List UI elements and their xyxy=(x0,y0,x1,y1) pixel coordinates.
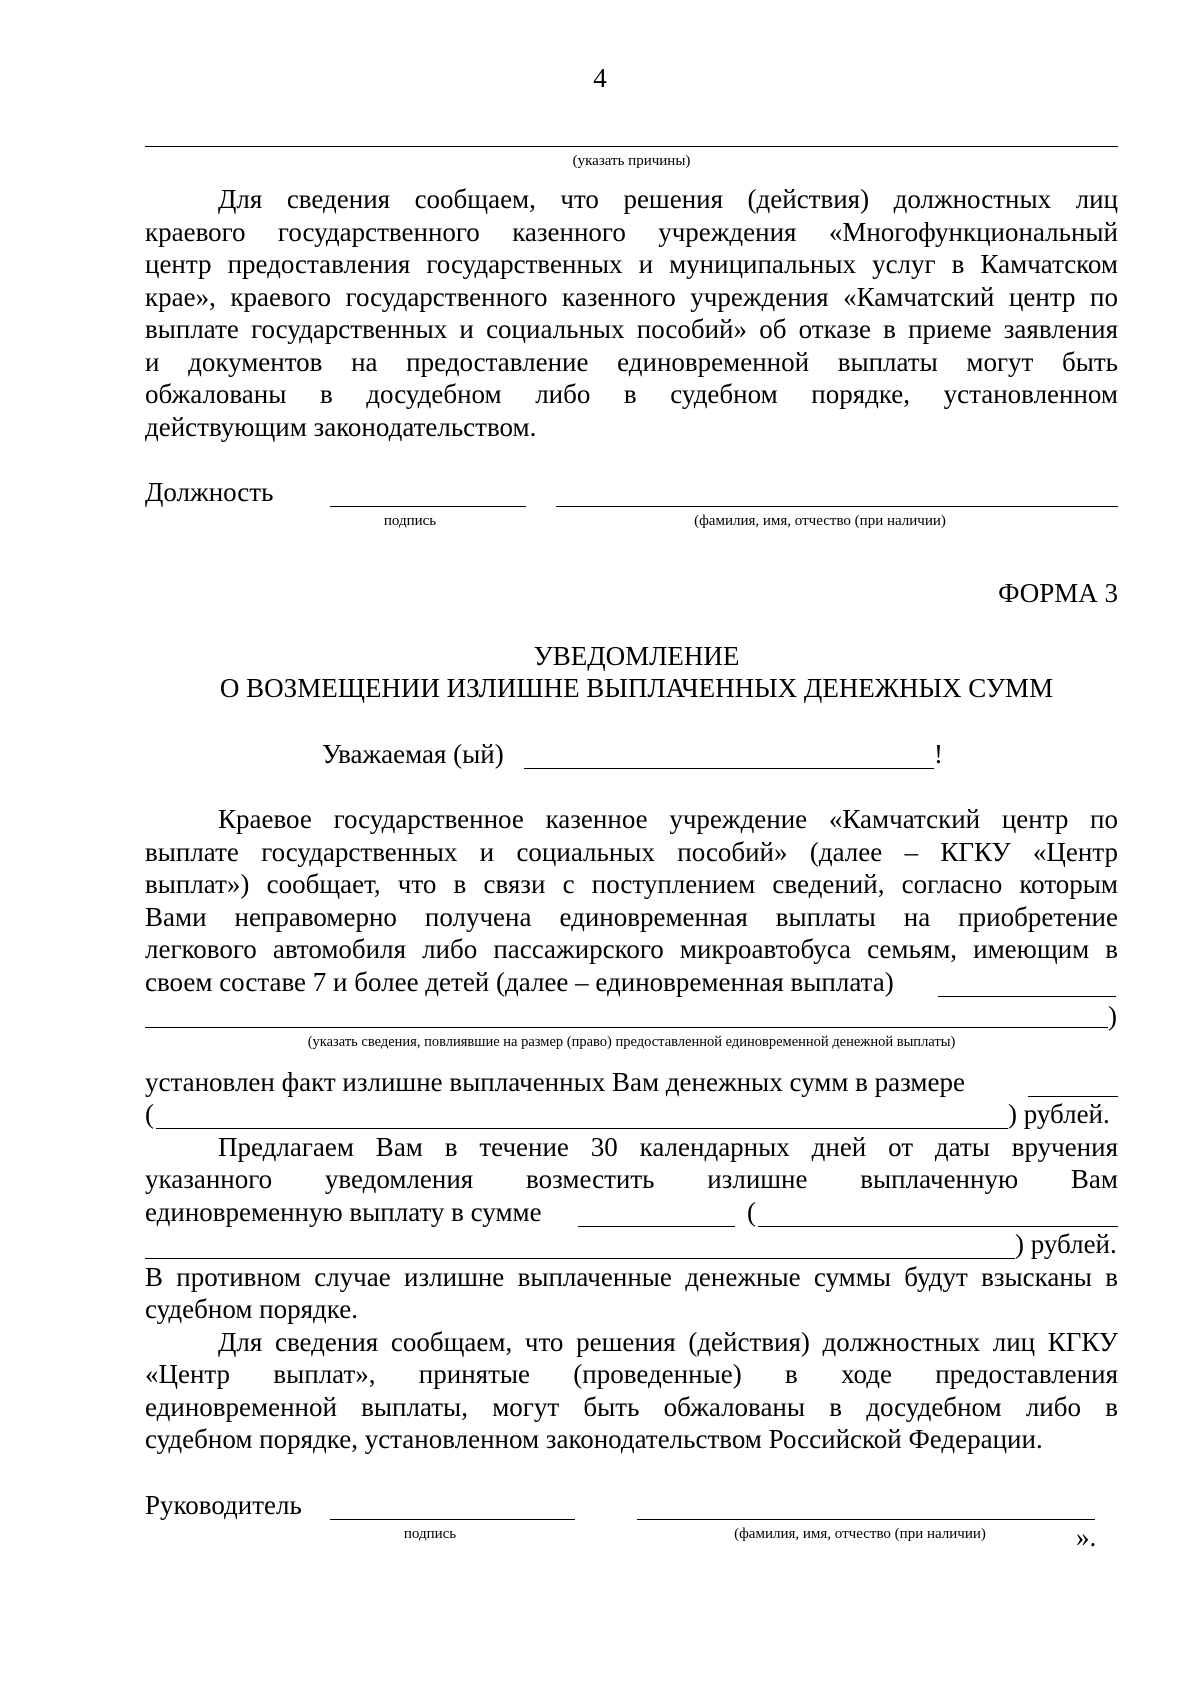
position-fio-line[interactable] xyxy=(556,506,1118,507)
offer-open-paren: ( xyxy=(747,1197,756,1227)
notice-line-5: выплате государственных и социальных пособий» об отказе в приеме заявления xyxy=(145,314,1118,344)
head-label: Руководитель xyxy=(145,1490,302,1520)
para1-blank-line[interactable] xyxy=(938,996,1116,997)
notice-line-4: крае», краевого государственного казенного учреждения «Камчатский центр по xyxy=(145,282,1118,312)
para1-line-6: своем составе 7 и более детей (далее – единовременная выплата) xyxy=(145,967,894,997)
info-caption: (указать сведения, повлиявшие на размер (право) предоставленной единовременной денежной выплаты) xyxy=(307,1034,956,1050)
fact-line: установлен факт излишне выплаченных Вам денежных сумм в размере xyxy=(145,1067,965,1097)
reasons-line xyxy=(145,146,1118,147)
offer-line-2: указанного уведомления возместить излишне выплаченную Вам xyxy=(145,1164,1118,1194)
offer-sum-label: единовременную выплату в сумме xyxy=(145,1197,542,1227)
form-title-line-1: УВЕДОМЛЕНИЕ xyxy=(533,641,740,671)
appeal-line-3: единовременной выплаты, могут быть обжалованы в досудебном либо в xyxy=(145,1392,1118,1422)
warning-line-1: В противном случае излишне выплаченные денежные суммы будут взысканы в xyxy=(145,1262,1118,1292)
closing-quote: ». xyxy=(1076,1522,1097,1552)
notice-line-6: и документов на предоставление единовременной выплаты могут быть xyxy=(145,347,1118,377)
fact-amount-line[interactable] xyxy=(1028,1096,1118,1097)
notice-line-2: краевого государственного казенного учреждения «Многофункциональный xyxy=(145,217,1118,247)
head-fio-caption: (фамилия, имя, отчество (при наличии) xyxy=(734,1526,986,1542)
fact-rubles: ) рублей. xyxy=(1008,1099,1110,1129)
para1-line-2: выплате государственных и социальных пособий» (далее – КГКУ «Центр xyxy=(145,837,1118,867)
greeting-label: Уважаемая (ый) xyxy=(322,739,504,769)
form-label: ФОРМА 3 xyxy=(998,578,1118,608)
notice-line-8: действующим законодательством. xyxy=(145,412,537,442)
reasons-caption: (указать причины) xyxy=(572,153,691,169)
para1-line-3: выплат») сообщает, что в связи с поступлением сведений, согласно которым xyxy=(145,869,1118,899)
position-fio-caption: (фамилия, имя, отчество (при наличии) xyxy=(694,513,946,529)
head-signature-line[interactable] xyxy=(330,1519,575,1520)
appeal-line-1: Для сведения сообщаем, что решения (действия) должностных лиц КГКУ xyxy=(218,1327,1118,1357)
offer-line-1: Предлагаем Вам в течение 30 календарных дней от даты вручения xyxy=(218,1132,1118,1162)
notice-line-1: Для сведения сообщаем, что решения (действия) должностных лиц xyxy=(218,184,1118,214)
para1-line-1: Краевое государственное казенное учреждение «Камчатский центр по xyxy=(218,804,1118,834)
fact-open-paren: ( xyxy=(145,1099,154,1129)
head-signature-caption: подпись xyxy=(403,1526,457,1542)
notice-line-3: центр предоставления государственных и муниципальных услуг в Камчатском xyxy=(145,249,1118,279)
appeal-line-4: судебном порядке, установленном законодательством Российской Федерации. xyxy=(145,1424,1043,1454)
page-number: 4 xyxy=(593,63,607,93)
para1-line-4: Вами неправомерно получена единовременная выплаты на приобретение xyxy=(145,902,1118,932)
form-title-line-2: О ВОЗМЕЩЕНИИ ИЗЛИШНЕ ВЫПЛАЧЕННЫХ ДЕНЕЖНЫХ СУММ xyxy=(219,673,1054,703)
position-signature-line[interactable] xyxy=(330,506,526,507)
offer-words-line-2[interactable] xyxy=(145,1258,1015,1259)
info-close-paren: ) xyxy=(1108,1001,1117,1031)
fact-words-line[interactable] xyxy=(156,1128,1008,1129)
head-fio-line[interactable] xyxy=(637,1519,1095,1520)
position-label: Должность xyxy=(145,477,274,507)
position-signature-caption: подпись xyxy=(383,513,437,529)
greeting-exclamation: ! xyxy=(934,739,943,769)
greeting-name-line[interactable] xyxy=(524,768,934,769)
info-line[interactable] xyxy=(145,1027,1108,1028)
para1-line-5: легкового автомобиля либо пассажирского микроавтобуса семьям, имеющим в xyxy=(145,934,1118,964)
offer-rubles: ) рублей. xyxy=(1015,1229,1117,1259)
notice-line-7: обжалованы в досудебном либо в судебном порядке, установленном xyxy=(145,379,1118,409)
offer-sum-line[interactable] xyxy=(578,1226,735,1227)
appeal-line-2: «Центр выплат», принятые (проведенные) в ходе предоставления xyxy=(145,1359,1118,1389)
offer-words-line-1[interactable] xyxy=(758,1226,1118,1227)
warning-line-2: судебном порядке. xyxy=(145,1294,358,1324)
